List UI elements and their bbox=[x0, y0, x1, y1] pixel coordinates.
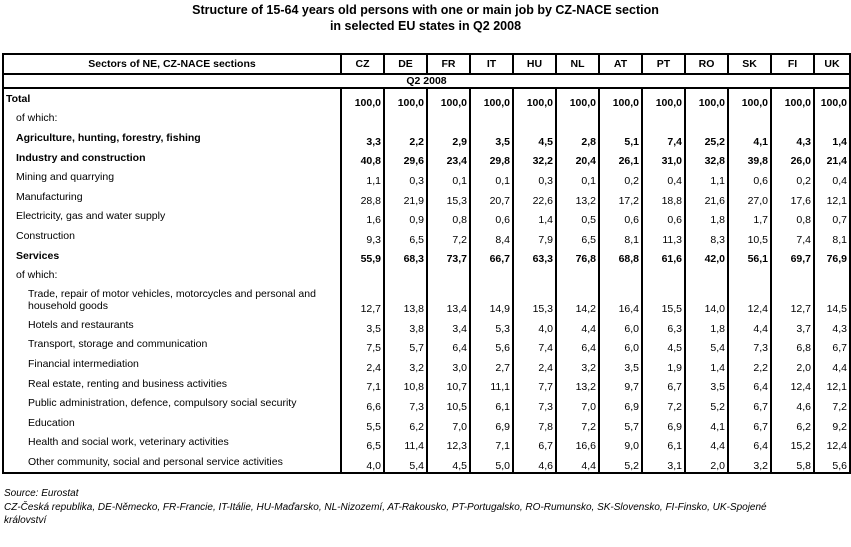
cell-hu: 15,3 bbox=[513, 285, 556, 315]
column-header-it: IT bbox=[470, 54, 513, 74]
row-label: Transport, storage and communication bbox=[3, 335, 341, 355]
cell-fr: 0,1 bbox=[427, 167, 470, 187]
cell-uk: 12,1 bbox=[814, 374, 850, 394]
cell-pt: 0,4 bbox=[642, 167, 685, 187]
cell-fi: 0,8 bbox=[771, 207, 814, 227]
row-label: Other community, social and personal service activities bbox=[3, 452, 341, 473]
cell-fi: 15,2 bbox=[771, 433, 814, 453]
cell-nl: 4,4 bbox=[556, 452, 599, 473]
column-header-fi: FI bbox=[771, 54, 814, 74]
row-label: Public administration, defence, compulsory social security bbox=[3, 393, 341, 413]
cell-uk: 76,9 bbox=[814, 246, 850, 266]
table-row bbox=[3, 109, 850, 129]
cell-hu bbox=[513, 109, 556, 129]
cell-de: 0,3 bbox=[384, 167, 427, 187]
cell-at: 5,1 bbox=[599, 128, 642, 148]
cell-sk: 0,6 bbox=[728, 167, 771, 187]
cell-hu: 4,5 bbox=[513, 128, 556, 148]
cell-uk bbox=[814, 109, 850, 129]
source-note: Source: Eurostat bbox=[4, 488, 79, 499]
cell-cz: 9,3 bbox=[341, 226, 384, 246]
cell-de: 3,8 bbox=[384, 315, 427, 335]
cell-uk: 7,2 bbox=[814, 393, 850, 413]
cell-hu: 7,3 bbox=[513, 393, 556, 413]
row-label: Agriculture, hunting, forestry, fishing bbox=[3, 128, 341, 148]
cell-fi: 12,4 bbox=[771, 374, 814, 394]
cell-sk: 6,4 bbox=[728, 374, 771, 394]
data-table bbox=[2, 53, 851, 474]
cell-hu: 100,0 bbox=[513, 88, 556, 109]
cell-uk: 9,2 bbox=[814, 413, 850, 433]
cell-at: 0,6 bbox=[599, 207, 642, 227]
cell-de: 6,2 bbox=[384, 413, 427, 433]
cell-nl: 0,5 bbox=[556, 207, 599, 227]
cell-de: 0,9 bbox=[384, 207, 427, 227]
cell-hu: 7,8 bbox=[513, 413, 556, 433]
cell-uk: 0,4 bbox=[814, 167, 850, 187]
row-label: Construction bbox=[3, 226, 341, 246]
cell-it bbox=[470, 109, 513, 129]
cell-fi: 6,8 bbox=[771, 335, 814, 355]
cell-sk: 6,7 bbox=[728, 413, 771, 433]
cell-cz: 7,1 bbox=[341, 374, 384, 394]
cell-nl: 3,2 bbox=[556, 354, 599, 374]
cell-fi: 4,6 bbox=[771, 393, 814, 413]
cell-at bbox=[599, 265, 642, 285]
cell-fi: 100,0 bbox=[771, 88, 814, 109]
cell-hu: 6,7 bbox=[513, 433, 556, 453]
cell-fi: 3,7 bbox=[771, 315, 814, 335]
cell-ro: 1,8 bbox=[685, 315, 728, 335]
cell-fr: 10,5 bbox=[427, 393, 470, 413]
cell-de: 10,8 bbox=[384, 374, 427, 394]
cell-pt: 31,0 bbox=[642, 148, 685, 168]
cell-ro: 100,0 bbox=[685, 88, 728, 109]
cell-uk: 12,1 bbox=[814, 187, 850, 207]
cell-hu: 1,4 bbox=[513, 207, 556, 227]
row-label: Hotels and restaurants bbox=[3, 315, 341, 335]
cell-pt: 6,9 bbox=[642, 413, 685, 433]
cell-hu: 7,7 bbox=[513, 374, 556, 394]
cell-fr bbox=[427, 109, 470, 129]
cell-ro: 32,8 bbox=[685, 148, 728, 168]
column-header-cz: CZ bbox=[341, 54, 384, 74]
cell-hu: 32,2 bbox=[513, 148, 556, 168]
cell-at: 6,9 bbox=[599, 393, 642, 413]
cell-pt: 1,9 bbox=[642, 354, 685, 374]
cell-at: 3,5 bbox=[599, 354, 642, 374]
cell-nl: 13,2 bbox=[556, 187, 599, 207]
cell-uk: 21,4 bbox=[814, 148, 850, 168]
cell-cz: 40,8 bbox=[341, 148, 384, 168]
cell-hu: 63,3 bbox=[513, 246, 556, 266]
cell-uk bbox=[814, 265, 850, 285]
table-row bbox=[3, 335, 850, 355]
row-label: Mining and quarrying bbox=[3, 167, 341, 187]
row-label: of which: bbox=[3, 109, 341, 129]
table-row bbox=[3, 207, 850, 227]
cell-at: 17,2 bbox=[599, 187, 642, 207]
table-row bbox=[3, 354, 850, 374]
cell-fr: 13,4 bbox=[427, 285, 470, 315]
cell-de: 29,6 bbox=[384, 148, 427, 168]
cell-at: 9,7 bbox=[599, 374, 642, 394]
cell-at: 6,0 bbox=[599, 315, 642, 335]
cell-at: 5,7 bbox=[599, 413, 642, 433]
cell-sk: 27,0 bbox=[728, 187, 771, 207]
cell-fr: 10,7 bbox=[427, 374, 470, 394]
cell-uk: 4,3 bbox=[814, 315, 850, 335]
cell-sk: 39,8 bbox=[728, 148, 771, 168]
row-label: Manufacturing bbox=[3, 187, 341, 207]
cell-sk: 2,2 bbox=[728, 354, 771, 374]
cell-de: 6,5 bbox=[384, 226, 427, 246]
cell-ro: 21,6 bbox=[685, 187, 728, 207]
cell-hu: 22,6 bbox=[513, 187, 556, 207]
cell-hu: 7,9 bbox=[513, 226, 556, 246]
cell-ro bbox=[685, 109, 728, 129]
cell-pt: 6,1 bbox=[642, 433, 685, 453]
cell-cz: 3,5 bbox=[341, 315, 384, 335]
cell-at: 9,0 bbox=[599, 433, 642, 453]
cell-fr bbox=[427, 265, 470, 285]
cell-pt: 100,0 bbox=[642, 88, 685, 109]
cell-at: 16,4 bbox=[599, 285, 642, 315]
cell-cz bbox=[341, 109, 384, 129]
cell-fi: 17,6 bbox=[771, 187, 814, 207]
cell-fi: 2,0 bbox=[771, 354, 814, 374]
cell-ro: 4,1 bbox=[685, 413, 728, 433]
cell-cz: 55,9 bbox=[341, 246, 384, 266]
table-row bbox=[3, 226, 850, 246]
cell-it: 6,1 bbox=[470, 393, 513, 413]
table-row bbox=[3, 315, 850, 335]
cell-pt: 3,1 bbox=[642, 452, 685, 473]
footer bbox=[4, 487, 774, 528]
cell-ro: 5,2 bbox=[685, 393, 728, 413]
cell-cz bbox=[341, 265, 384, 285]
cell-cz: 1,6 bbox=[341, 207, 384, 227]
cell-hu bbox=[513, 265, 556, 285]
cell-it: 11,1 bbox=[470, 374, 513, 394]
cell-hu: 4,6 bbox=[513, 452, 556, 473]
cell-fr: 12,3 bbox=[427, 433, 470, 453]
table-row bbox=[3, 393, 850, 413]
cell-pt: 4,5 bbox=[642, 335, 685, 355]
cell-cz: 5,5 bbox=[341, 413, 384, 433]
row-label: Real estate, renting and business activities bbox=[3, 374, 341, 394]
cell-pt: 6,7 bbox=[642, 374, 685, 394]
cell-fi: 7,4 bbox=[771, 226, 814, 246]
cell-it: 8,4 bbox=[470, 226, 513, 246]
cell-de: 5,4 bbox=[384, 452, 427, 473]
cell-cz: 7,5 bbox=[341, 335, 384, 355]
cell-sk: 6,7 bbox=[728, 393, 771, 413]
cell-fr: 6,4 bbox=[427, 335, 470, 355]
cell-cz: 2,4 bbox=[341, 354, 384, 374]
cell-de: 3,2 bbox=[384, 354, 427, 374]
cell-nl: 6,4 bbox=[556, 335, 599, 355]
cell-at: 6,0 bbox=[599, 335, 642, 355]
cell-nl bbox=[556, 109, 599, 129]
cell-fr: 4,5 bbox=[427, 452, 470, 473]
cell-uk: 5,6 bbox=[814, 452, 850, 473]
cell-it: 0,6 bbox=[470, 207, 513, 227]
cell-pt: 18,8 bbox=[642, 187, 685, 207]
row-label: Education bbox=[3, 413, 341, 433]
table-row bbox=[3, 285, 850, 315]
cell-pt bbox=[642, 265, 685, 285]
cell-at: 100,0 bbox=[599, 88, 642, 109]
cell-ro: 14,0 bbox=[685, 285, 728, 315]
cell-de: 68,3 bbox=[384, 246, 427, 266]
column-header-sk: SK bbox=[728, 54, 771, 74]
cell-ro: 5,4 bbox=[685, 335, 728, 355]
cell-fr: 2,9 bbox=[427, 128, 470, 148]
page-title bbox=[0, 2, 851, 34]
cell-hu: 2,4 bbox=[513, 354, 556, 374]
cell-it: 5,6 bbox=[470, 335, 513, 355]
cell-ro: 42,0 bbox=[685, 246, 728, 266]
table-row bbox=[3, 128, 850, 148]
cell-it: 14,9 bbox=[470, 285, 513, 315]
period-row: Q2 2008 bbox=[3, 74, 850, 88]
cell-de: 7,3 bbox=[384, 393, 427, 413]
column-header-pt: PT bbox=[642, 54, 685, 74]
cell-cz: 1,1 bbox=[341, 167, 384, 187]
column-header-ro: RO bbox=[685, 54, 728, 74]
cell-cz: 6,6 bbox=[341, 393, 384, 413]
cell-at: 5,2 bbox=[599, 452, 642, 473]
cell-cz: 12,7 bbox=[341, 285, 384, 315]
cell-nl: 7,0 bbox=[556, 393, 599, 413]
cell-pt: 0,6 bbox=[642, 207, 685, 227]
cell-pt: 7,2 bbox=[642, 393, 685, 413]
cell-nl: 13,2 bbox=[556, 374, 599, 394]
cell-nl: 14,2 bbox=[556, 285, 599, 315]
cell-at: 8,1 bbox=[599, 226, 642, 246]
table-row bbox=[3, 265, 850, 285]
cell-fr: 23,4 bbox=[427, 148, 470, 168]
cell-de bbox=[384, 109, 427, 129]
column-header-fr: FR bbox=[427, 54, 470, 74]
cell-sk bbox=[728, 109, 771, 129]
cell-fi: 69,7 bbox=[771, 246, 814, 266]
cell-ro: 2,0 bbox=[685, 452, 728, 473]
country-legend: CZ-Česká republika, DE-Německo, FR-Francie, IT-Itálie, HU-Maďarsko, NL-Nizozemí, AT-Rakousko, PT-Portugalsko, RO-Rumunsko, SK-Slovensko, FI-Finsko, UK-Spojené království bbox=[4, 501, 767, 526]
cell-cz: 28,8 bbox=[341, 187, 384, 207]
table-row bbox=[3, 187, 850, 207]
cell-de: 100,0 bbox=[384, 88, 427, 109]
cell-de bbox=[384, 265, 427, 285]
cell-ro: 1,4 bbox=[685, 354, 728, 374]
cell-ro bbox=[685, 265, 728, 285]
cell-it: 6,9 bbox=[470, 413, 513, 433]
cell-ro: 25,2 bbox=[685, 128, 728, 148]
cell-de: 13,8 bbox=[384, 285, 427, 315]
cell-fr: 7,2 bbox=[427, 226, 470, 246]
cell-at: 26,1 bbox=[599, 148, 642, 168]
cell-it: 5,3 bbox=[470, 315, 513, 335]
cell-sk: 7,3 bbox=[728, 335, 771, 355]
cell-it bbox=[470, 265, 513, 285]
cell-nl: 4,4 bbox=[556, 315, 599, 335]
cell-fr: 3,4 bbox=[427, 315, 470, 335]
cell-fi bbox=[771, 109, 814, 129]
cell-ro: 4,4 bbox=[685, 433, 728, 453]
cell-uk: 8,1 bbox=[814, 226, 850, 246]
cell-nl: 6,5 bbox=[556, 226, 599, 246]
cell-nl: 0,1 bbox=[556, 167, 599, 187]
table-row bbox=[3, 88, 850, 109]
row-label: Trade, repair of motor vehicles, motorcycles and personal and household goods bbox=[3, 285, 341, 315]
cell-fi bbox=[771, 265, 814, 285]
cell-sk: 3,2 bbox=[728, 452, 771, 473]
cell-sk: 12,4 bbox=[728, 285, 771, 315]
table-row bbox=[3, 452, 850, 473]
cell-fi: 6,2 bbox=[771, 413, 814, 433]
cell-at bbox=[599, 109, 642, 129]
cell-sk: 4,1 bbox=[728, 128, 771, 148]
cell-sk: 100,0 bbox=[728, 88, 771, 109]
cell-at: 0,2 bbox=[599, 167, 642, 187]
cell-sk: 10,5 bbox=[728, 226, 771, 246]
cell-fi: 12,7 bbox=[771, 285, 814, 315]
title-line-2: in selected EU states in Q2 2008 bbox=[329, 19, 522, 33]
cell-hu: 0,3 bbox=[513, 167, 556, 187]
cell-cz: 100,0 bbox=[341, 88, 384, 109]
cell-fr: 0,8 bbox=[427, 207, 470, 227]
row-label: Industry and construction bbox=[3, 148, 341, 168]
cell-fr: 7,0 bbox=[427, 413, 470, 433]
cell-uk: 14,5 bbox=[814, 285, 850, 315]
table-row bbox=[3, 246, 850, 266]
cell-nl bbox=[556, 265, 599, 285]
header-label: Sectors of NE, CZ-NACE sections bbox=[3, 54, 341, 74]
cell-hu: 7,4 bbox=[513, 335, 556, 355]
cell-fi: 4,3 bbox=[771, 128, 814, 148]
cell-fi: 5,8 bbox=[771, 452, 814, 473]
cell-it: 3,5 bbox=[470, 128, 513, 148]
cell-it: 66,7 bbox=[470, 246, 513, 266]
cell-it: 20,7 bbox=[470, 187, 513, 207]
row-label: Health and social work, veterinary activities bbox=[3, 433, 341, 453]
cell-de: 2,2 bbox=[384, 128, 427, 148]
cell-fi: 0,2 bbox=[771, 167, 814, 187]
table-row bbox=[3, 374, 850, 394]
cell-sk: 6,4 bbox=[728, 433, 771, 453]
cell-uk: 100,0 bbox=[814, 88, 850, 109]
row-label: Financial intermediation bbox=[3, 354, 341, 374]
cell-at: 68,8 bbox=[599, 246, 642, 266]
cell-pt: 7,4 bbox=[642, 128, 685, 148]
cell-de: 21,9 bbox=[384, 187, 427, 207]
column-header-de: DE bbox=[384, 54, 427, 74]
cell-pt: 61,6 bbox=[642, 246, 685, 266]
cell-cz: 6,5 bbox=[341, 433, 384, 453]
cell-fi: 26,0 bbox=[771, 148, 814, 168]
cell-nl: 16,6 bbox=[556, 433, 599, 453]
cell-de: 11,4 bbox=[384, 433, 427, 453]
cell-ro: 1,8 bbox=[685, 207, 728, 227]
cell-uk: 0,7 bbox=[814, 207, 850, 227]
cell-it: 0,1 bbox=[470, 167, 513, 187]
cell-cz: 3,3 bbox=[341, 128, 384, 148]
cell-fr: 3,0 bbox=[427, 354, 470, 374]
cell-ro: 8,3 bbox=[685, 226, 728, 246]
row-label: of which: bbox=[3, 265, 341, 285]
cell-ro: 1,1 bbox=[685, 167, 728, 187]
cell-sk bbox=[728, 265, 771, 285]
cell-it: 29,8 bbox=[470, 148, 513, 168]
cell-fr: 73,7 bbox=[427, 246, 470, 266]
cell-pt: 11,3 bbox=[642, 226, 685, 246]
cell-hu: 4,0 bbox=[513, 315, 556, 335]
cell-it: 100,0 bbox=[470, 88, 513, 109]
cell-pt: 15,5 bbox=[642, 285, 685, 315]
cell-nl: 2,8 bbox=[556, 128, 599, 148]
table-row bbox=[3, 413, 850, 433]
cell-uk: 1,4 bbox=[814, 128, 850, 148]
table-row bbox=[3, 433, 850, 453]
cell-sk: 1,7 bbox=[728, 207, 771, 227]
cell-nl: 100,0 bbox=[556, 88, 599, 109]
cell-pt: 6,3 bbox=[642, 315, 685, 335]
cell-fr: 15,3 bbox=[427, 187, 470, 207]
table-row bbox=[3, 148, 850, 168]
column-header-nl: NL bbox=[556, 54, 599, 74]
cell-it: 2,7 bbox=[470, 354, 513, 374]
cell-de: 5,7 bbox=[384, 335, 427, 355]
table-row bbox=[3, 167, 850, 187]
cell-nl: 76,8 bbox=[556, 246, 599, 266]
cell-ro: 3,5 bbox=[685, 374, 728, 394]
cell-uk: 6,7 bbox=[814, 335, 850, 355]
row-label: Services bbox=[3, 246, 341, 266]
row-label: Electricity, gas and water supply bbox=[3, 207, 341, 227]
cell-sk: 4,4 bbox=[728, 315, 771, 335]
cell-sk: 56,1 bbox=[728, 246, 771, 266]
cell-nl: 7,2 bbox=[556, 413, 599, 433]
cell-uk: 4,4 bbox=[814, 354, 850, 374]
column-header-uk: UK bbox=[814, 54, 850, 74]
column-header-at: AT bbox=[599, 54, 642, 74]
cell-it: 7,1 bbox=[470, 433, 513, 453]
title-line-1: Structure of 15-64 years old persons with one or main job by CZ-NACE section bbox=[192, 3, 659, 17]
cell-fr: 100,0 bbox=[427, 88, 470, 109]
cell-cz: 4,0 bbox=[341, 452, 384, 473]
cell-nl: 20,4 bbox=[556, 148, 599, 168]
cell-pt bbox=[642, 109, 685, 129]
column-header-hu: HU bbox=[513, 54, 556, 74]
row-label: Total bbox=[3, 88, 341, 109]
cell-it: 5,0 bbox=[470, 452, 513, 473]
cell-uk: 12,4 bbox=[814, 433, 850, 453]
